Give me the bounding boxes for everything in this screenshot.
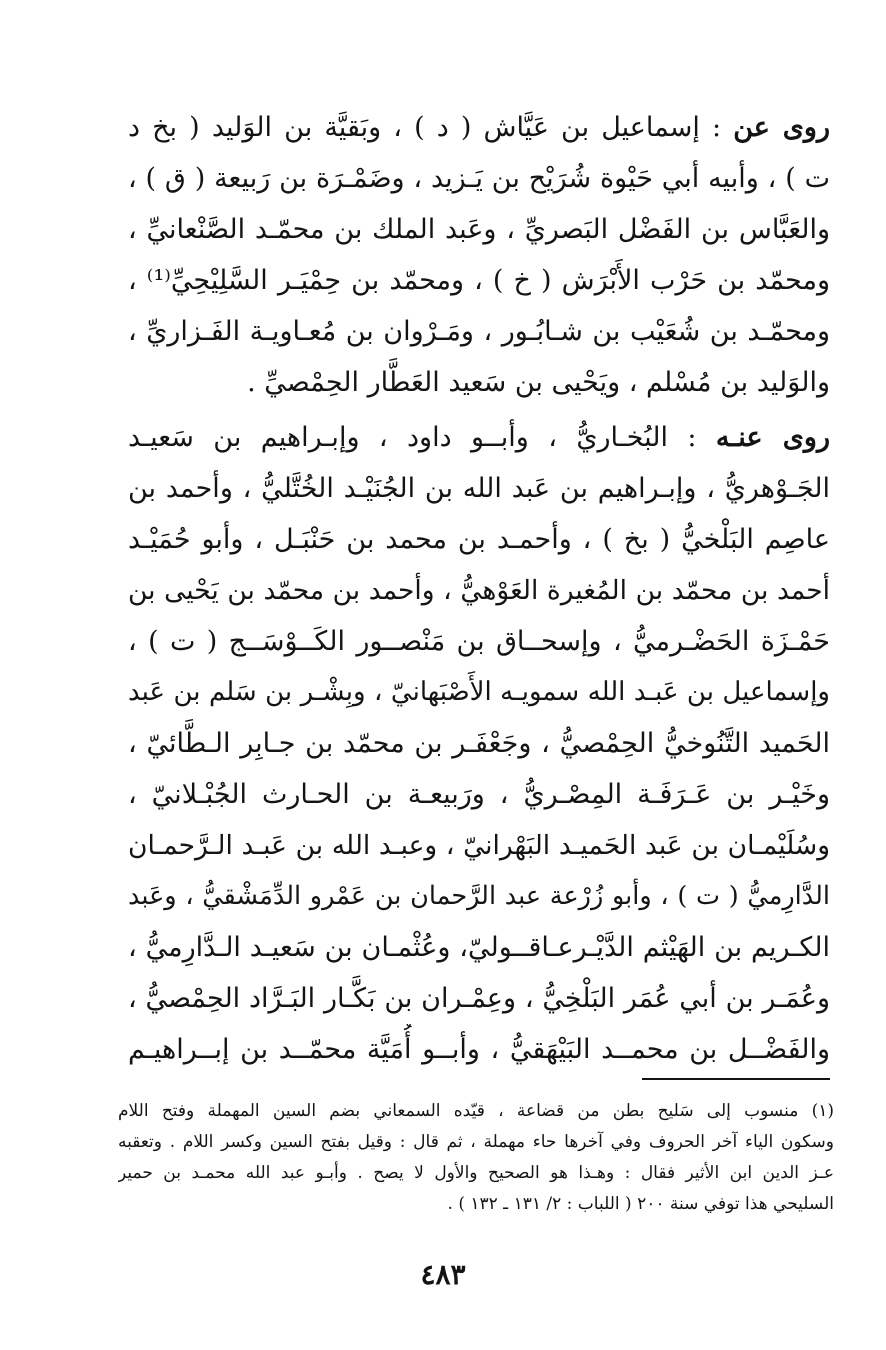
text-line: وعُمَـر بن أبي عُمَر البَلْخِيُّ ، وعِمْـران بن بَكَّـار البَـرَّاد الحِمْصيُّ ، (128, 983, 830, 1014)
text-line: الدَّارِميُّ ( ت ) ، وأبو زُرْعة عبد الرَّحمان بن عَمْرو الدِّمَشْقيُّ ، وعَبد (128, 881, 830, 911)
text-line: عاصِم البَلْخيُّ ( بخ ) ، وأحمـد بن محمد بن حَنْبَـل ، وأبو حُمَيْـد (128, 524, 830, 555)
text-line: الجَـوْهريُّ ، وإبـراهيم بن عَبد الله بن الجُنَيْـد الخُتَّليُّ ، وأحمد بن (128, 473, 830, 504)
text-line: والوَليد بن مُسْلم ، ويَحْيى بن سَعيد العَطَّار الحِمْصيِّ . (247, 367, 830, 398)
text-line: والعَبَّاس بن الفَضْل البَصريِّ ، وعَبد الملك بن محمّـد الصَّنْعانيِّ ، (128, 214, 830, 245)
text-line: وخَيْـر بن عَـرَفَـة المِصْـريُّ ، ورَبيعـة بن الحـارث الجُبْـلانيّ ، (128, 779, 830, 810)
text-line: ومحمّـد بن شُعَيْب بن شـابُـور ، ومَـرْوان بن مُعـاويـة الفَـزاريِّ ، (128, 316, 830, 347)
text-line: وسُلَيْمـان بن عَبد الحَميـد البَهْرانيّ ، وعبـد الله بن عَبـد الـرَّحمـان (128, 830, 830, 861)
paragraph-lead: روى عنـه (715, 422, 830, 453)
footnote-line: عـز الدين ابن الأثير فقال : وهـذا هو الصحيح والأول لا يصح . وأبـو عبد الله محمـد بن حمير (118, 1163, 834, 1183)
footnote-divider (642, 1078, 830, 1080)
text-line: وإسماعيل بن عَبـد الله سمويـه الأَصْبَهانيّ ، وبِشْـر بن سَلم بن عَبد (128, 677, 830, 707)
text-line: روى عنـه : البُخـاريُّ ، وأبــو داود ، وإبـراهيم بن سَعيـد (128, 422, 830, 453)
text-line: ومحمّد بن حَرْب الأَبْرَش ( خ ) ، ومحمّد بن حِمْيَـر السَّلِيْحِيِّ⁽¹⁾ ، (128, 265, 830, 296)
text-line: ت ) ، وأبيه أبي حَيْوة شُرَيْح بن يَـزيد ، وضَمْـرَة بن رَبيعة ( ق ) ، (128, 163, 830, 194)
text-line: روى عن : إسماعيل بن عَيَّاش ( د ) ، وبَقيَّة بن الوَليد ( بخ د (128, 112, 830, 143)
paragraph-narrated-from (128, 102, 830, 408)
text-line: الحَميد التَّنُوخيُّ الحِمْصيُّ ، وجَعْفَـر بن محمّد بن جـابِر الـطَّائيّ ، (128, 728, 830, 759)
text-line: الكـريم بن الهَيْثم الدَّيْـرعـاقــوليّ، وعُثْمـان بن سَعيـد الـدَّارِميُّ ، (128, 932, 830, 963)
text-line: أحمد بن محمّد بن المُغيرة العَوْهيُّ ، وأحمد بن محمّد بن يَحْيى بن (128, 575, 830, 606)
page-number: ٤٨٣ (420, 1258, 466, 1291)
text-line: والفَضْــل بن محمــد البَيْهَقيُّ ، وأبــو أُمَيَّة محمّــد بن إبــراهيـم (128, 1034, 830, 1065)
paragraph-narrated-by (128, 412, 830, 1075)
footnote (118, 1096, 834, 1220)
paragraph-lead: روى عن (733, 112, 830, 143)
footnote-line: وسكون الياء آخر الحروف وفي آخرها حاء مهملة ، ثم قال : وقيل بفتح السين وكسر اللام . وتعقبه (118, 1132, 834, 1152)
text-line: حَمْـزَة الحَضْـرميُّ ، وإسحــاق بن مَنْصــور الكَــوْسَــج ( ت ) ، (128, 626, 830, 657)
footnote-line: (١) منسوب إلى سَليح بطن من قضاعة ، قيّده السمعاني بضم السين المهملة وفتح اللام (118, 1101, 834, 1121)
footnote-line: السليحي هذا توفي سنة ٢٠٠ ( اللباب : ٢/ ١٣١ ـ ١٣٢ ) . (447, 1194, 834, 1214)
